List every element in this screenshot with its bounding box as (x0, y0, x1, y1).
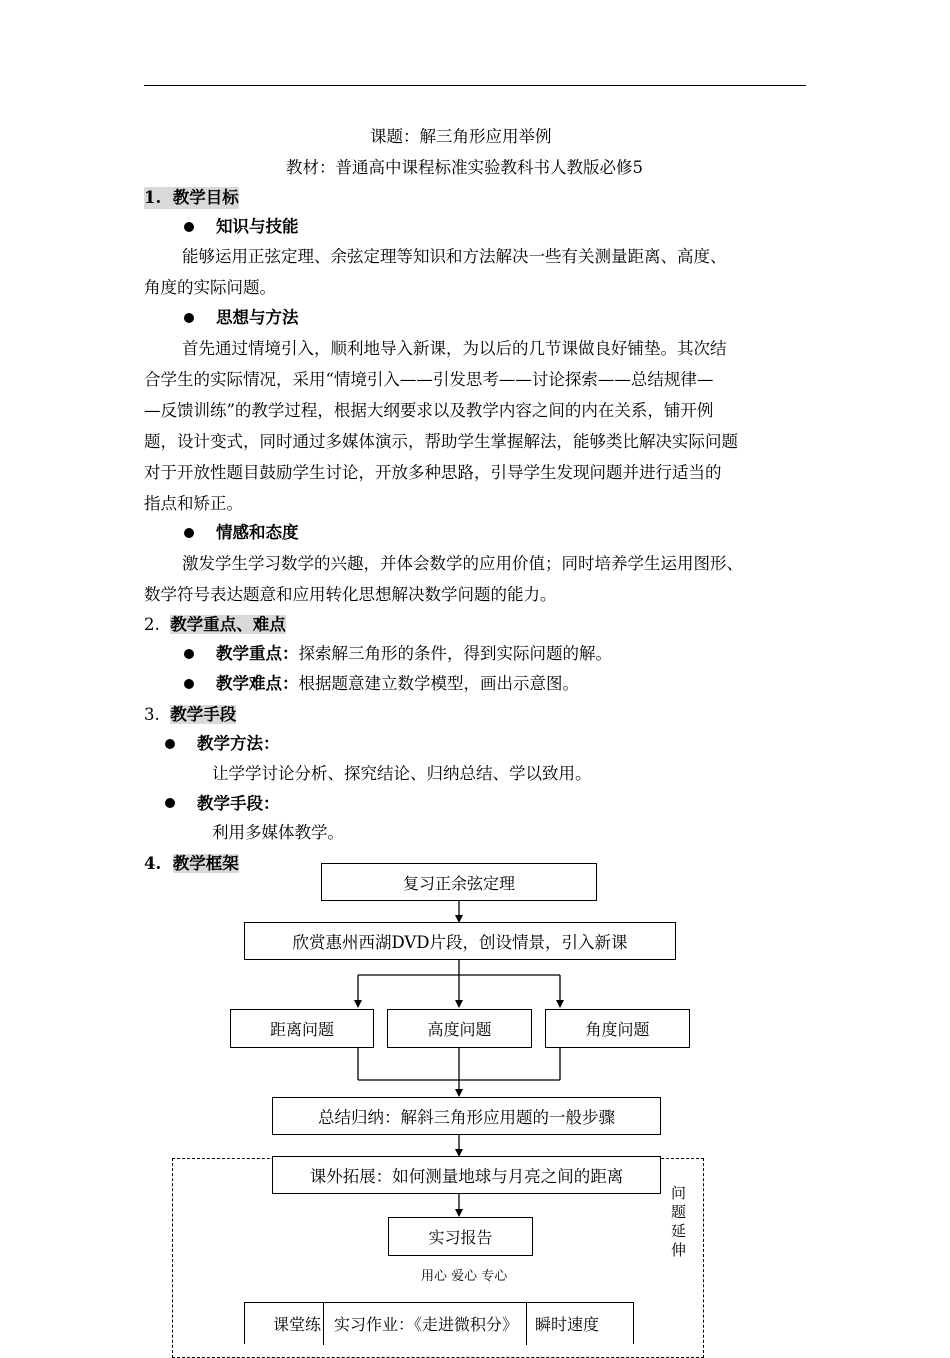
paragraph-line: 角度的实际问题。 (144, 278, 276, 297)
subheading-method: 思想与方法 (216, 308, 299, 327)
paragraph-line: 首先通过情境引入，顺利地导入新课，为以后的几节课做良好铺垫。其次结 (182, 339, 727, 358)
subheading-attitude: 情感和态度 (216, 523, 299, 542)
flow-box-summary: 总结归纳：解斜三角形应用题的一般步骤 (272, 1097, 661, 1135)
flow-bottom-divider (526, 1303, 527, 1345)
section-2-number: 2. (144, 615, 160, 634)
difficulty-label: 教学难点： (216, 674, 299, 693)
paragraph-line: 数学符号表达题意和应用转化思想解决数学问题的能力。 (144, 585, 557, 604)
flow-bottom-divider (323, 1303, 324, 1345)
section-3-title: 教学手段 (170, 705, 237, 724)
flow-bottom-homework: 实习作业：《走进微积分》 (334, 1315, 519, 1334)
flow-box-introduction: 欣赏惠州西湖DVD片段，创设情景，引入新课 (244, 922, 676, 960)
section-1-number: 1. (144, 188, 162, 207)
flow-box-extension: 课外拓展：如何测量地球与月亮之间的距离 (272, 1156, 661, 1194)
section-4-title: 教学框架 (172, 854, 239, 873)
paragraph-line: 合学生的实际情况，采用“情境引入——引发思考——讨论探索——总结规律— (144, 370, 714, 389)
paragraph-line: 能够运用正弦定理、余弦定理等知识和方法解决一些有关测量距离、高度、 (182, 247, 727, 266)
paragraph-line: —反馈训练”的教学过程，根据大纲要求以及教学内容之间的内在关系，铺开例 (144, 401, 714, 420)
flow-box-height: 高度问题 (387, 1009, 532, 1048)
teaching-method-text: 让学学讨论分析、探究结论、归纳总结、学以致用。 (212, 764, 592, 783)
flow-box-distance: 距离问题 (230, 1009, 374, 1048)
paragraph-line: 指点和矫正。 (144, 494, 243, 513)
section-3-number: 3. (144, 705, 160, 724)
flow-box-report: 实习报告 (388, 1217, 533, 1256)
flow-bottom-velocity: 瞬时速度 (535, 1315, 600, 1334)
section-4-number: 4. (144, 854, 162, 873)
paragraph-line: 对于开放性题目鼓励学生讨论，开放多种思路，引导学生发现问题并进行适当的 (144, 463, 722, 482)
key-point-text: 探索解三角形的条件，得到实际问题的解。 (298, 644, 612, 663)
teaching-method-label: 教学方法： (197, 734, 280, 753)
teaching-means-label: 教学手段： (197, 794, 280, 813)
hearts-motto: 用心 爱心 专心 (421, 1269, 508, 1284)
key-point-label: 教学重点： (216, 644, 299, 663)
paragraph-line: 题，设计变式，同时通过多媒体演示，帮助学生掌握解法，能够类比解决实际问题 (144, 432, 738, 451)
side-label-extension: 问题延伸 (671, 1184, 687, 1259)
flow-bottom-practice: 课堂练 (273, 1315, 322, 1334)
teaching-means-text: 利用多媒体教学。 (212, 823, 344, 842)
flow-box-bottom-row (244, 1302, 634, 1344)
lesson-title: 课题：解三角形应用举例 (370, 127, 552, 146)
flow-box-review: 复习正余弦定理 (321, 863, 597, 901)
flow-box-angle: 角度问题 (545, 1009, 690, 1048)
section-1-title: 教学目标 (172, 188, 239, 207)
difficulty-text: 根据题意建立数学模型，画出示意图。 (298, 674, 579, 693)
textbook-line: 教材：普通高中课程标准实验教科书人教版必修5 (286, 158, 643, 177)
paragraph-line: 激发学生学习数学的兴趣，并体会数学的应用价值；同时培养学生运用图形、 (182, 554, 743, 573)
section-2-title: 教学重点、难点 (170, 615, 286, 634)
subheading-knowledge: 知识与技能 (216, 217, 299, 236)
